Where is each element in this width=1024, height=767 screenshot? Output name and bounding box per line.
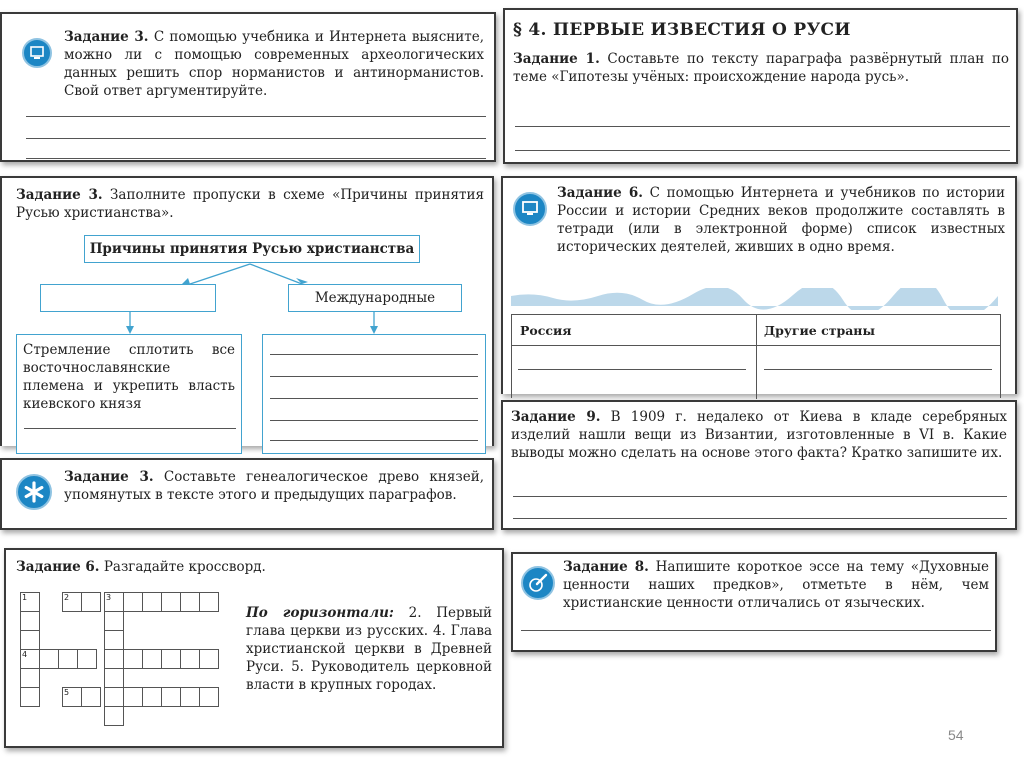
answer-line [521,630,991,631]
task-text [16,558,316,576]
task-label: Задание 3. [64,469,154,485]
cell-number: 2 [64,593,70,602]
crossword-cell[interactable] [81,592,101,612]
answer-line [270,398,478,399]
task-card-2 [503,8,1018,164]
answer-line [26,158,486,159]
crossword-cell[interactable] [20,630,40,650]
task-card-5 [501,400,1017,530]
asterisk-icon [16,474,52,510]
blank-reason-box[interactable] [40,284,216,312]
answer-line [26,138,486,139]
crossword-cell[interactable] [104,611,124,631]
crossword-cell[interactable] [20,649,40,669]
task-label: Задание 6. [16,559,100,575]
task-label: Задание 9. [511,409,601,425]
answer-line [518,369,746,370]
task-label: Задание 3. [64,29,149,45]
answer-line [515,126,1010,127]
task-body: Напишите короткое эссе на тему «Духовные ценности наших предков», отметьте в нём, чем христианские ценности отличались от языческих. [563,559,989,611]
crossword-grid [20,592,230,738]
task-text [563,558,989,612]
col-header-other: Другие страны [764,323,875,338]
cell-number: 1 [22,593,28,602]
international-box [288,284,462,312]
computer-icon [513,192,547,226]
task-label: Задание 1. [513,51,600,67]
answer-line [270,354,478,355]
task-body: Составьте по тексту параграфа развёрнутый план по теме «Гипотезы учёных: происхождение народа русь». [513,51,1009,85]
task-card-8 [511,552,997,652]
crossword-cell[interactable] [62,687,82,707]
task-card-4 [501,176,1017,394]
task-text [64,28,484,100]
crossword-cell[interactable] [180,687,200,707]
task-body: Разгадайте кроссворд. [103,559,266,575]
crossword-cell[interactable] [104,706,124,726]
col-header-russia: Россия [520,323,572,338]
crossword-cell[interactable] [104,649,124,669]
answer-line [270,376,478,377]
crossword-cell[interactable] [161,592,181,612]
task-card-1 [0,12,496,162]
crossword-cell[interactable] [123,649,143,669]
page-number: 54 [948,727,964,743]
section-heading: § 4. ПЕРВЫЕ ИЗВЕСТИЯ О РУСИ [513,20,851,40]
task-text [64,468,484,504]
task-body: Составьте генеалогическое древо князей, упомянутых в тексте этого и предыдущих параграфов. [64,469,484,503]
crossword-cell[interactable] [104,592,124,612]
answer-line [270,420,478,421]
torn-edge [503,288,1019,310]
crossword-cell[interactable] [142,649,162,669]
cell-number: 3 [106,593,112,602]
crossword-cell[interactable] [180,592,200,612]
crossword-cell[interactable] [142,687,162,707]
crossword-cell[interactable] [62,592,82,612]
left-reason-box [16,334,242,454]
crossword-cell[interactable] [58,649,78,669]
task-text [513,50,1009,86]
answer-line [515,150,1010,151]
crossword-cell[interactable] [81,687,101,707]
answer-line [764,369,992,370]
task-body: С помощью Интернета и учебников по истории России и истории Средних веков продолжите составлять в тетради (или в электронной форме) список известных исторических деятелей, живших в одно время. [557,185,1005,255]
task-label: Задание 3. [16,187,103,203]
crossword-cell[interactable] [20,668,40,688]
clue-heading: По горизонтали: [246,605,394,621]
crossword-cell[interactable] [77,649,97,669]
crossword-cell[interactable] [161,649,181,669]
globe-pen-icon [521,566,555,600]
task-card-3 [0,176,494,446]
table-header-line [512,345,1000,346]
answer-line [26,116,486,117]
crossword-cell[interactable] [199,592,219,612]
right-reason-box [262,334,486,454]
crossword-cell[interactable] [180,649,200,669]
cell-number: 4 [22,650,28,659]
crossword-cell[interactable] [20,592,40,612]
task-text [16,186,484,222]
crossword-cell[interactable] [161,687,181,707]
task-card-7 [4,548,504,748]
crossword-cell[interactable] [123,592,143,612]
task-label: Задание 8. [563,559,649,575]
cell-number: 5 [64,688,70,697]
table-divider [756,315,757,399]
diagram-title: Причины принятия Русью христианства [89,241,415,257]
crossword-cell[interactable] [104,668,124,688]
crossword-cell[interactable] [39,649,59,669]
crossword-cell[interactable] [199,687,219,707]
task-label: Задание 6. [557,185,643,201]
task-body: С помощью учебника и Интернета выясните, можно ли с помощью современных археологических данных решить спор норманистов и антинорманистов. Свой ответ аргументируйте. [64,29,485,99]
answer-line [270,440,478,441]
diagram-title-box [84,235,420,263]
task-text [557,184,1005,256]
crossword-clues [246,604,492,694]
crossword-cell[interactable] [20,687,40,707]
table [511,314,1001,398]
left-reason-text: Стремление сплотить все восточнославянские племена и укрепить власть киевского князя [23,342,235,412]
crossword-cell[interactable] [123,687,143,707]
computer-icon [22,38,52,68]
answer-line [24,428,236,429]
crossword-cell[interactable] [104,687,124,707]
clue-text: 2. Первый глава церкви из русских. 4. Глава христианской церкви в Древней Руси. 5. Руководитель церковной власти в крупных городах. [246,605,492,693]
task-body: Заполните пропуски в схеме «Причины принятия Русью христианства». [16,187,484,221]
task-card-6 [0,458,494,530]
answer-line [513,518,1007,519]
task-body: В 1909 г. недалеко от Киева в кладе серебряных изделий нашли вещи из Византии, изготовленные в VI в. Какие выводы можно сделать на основе этого факта? Кратко запишите их. [511,409,1007,461]
answer-line [513,496,1007,497]
crossword-cell[interactable] [20,611,40,631]
crossword-cell[interactable] [199,649,219,669]
crossword-cell[interactable] [142,592,162,612]
task-text [511,408,1007,462]
international-label: Международные [314,290,436,306]
crossword-cell[interactable] [104,630,124,650]
